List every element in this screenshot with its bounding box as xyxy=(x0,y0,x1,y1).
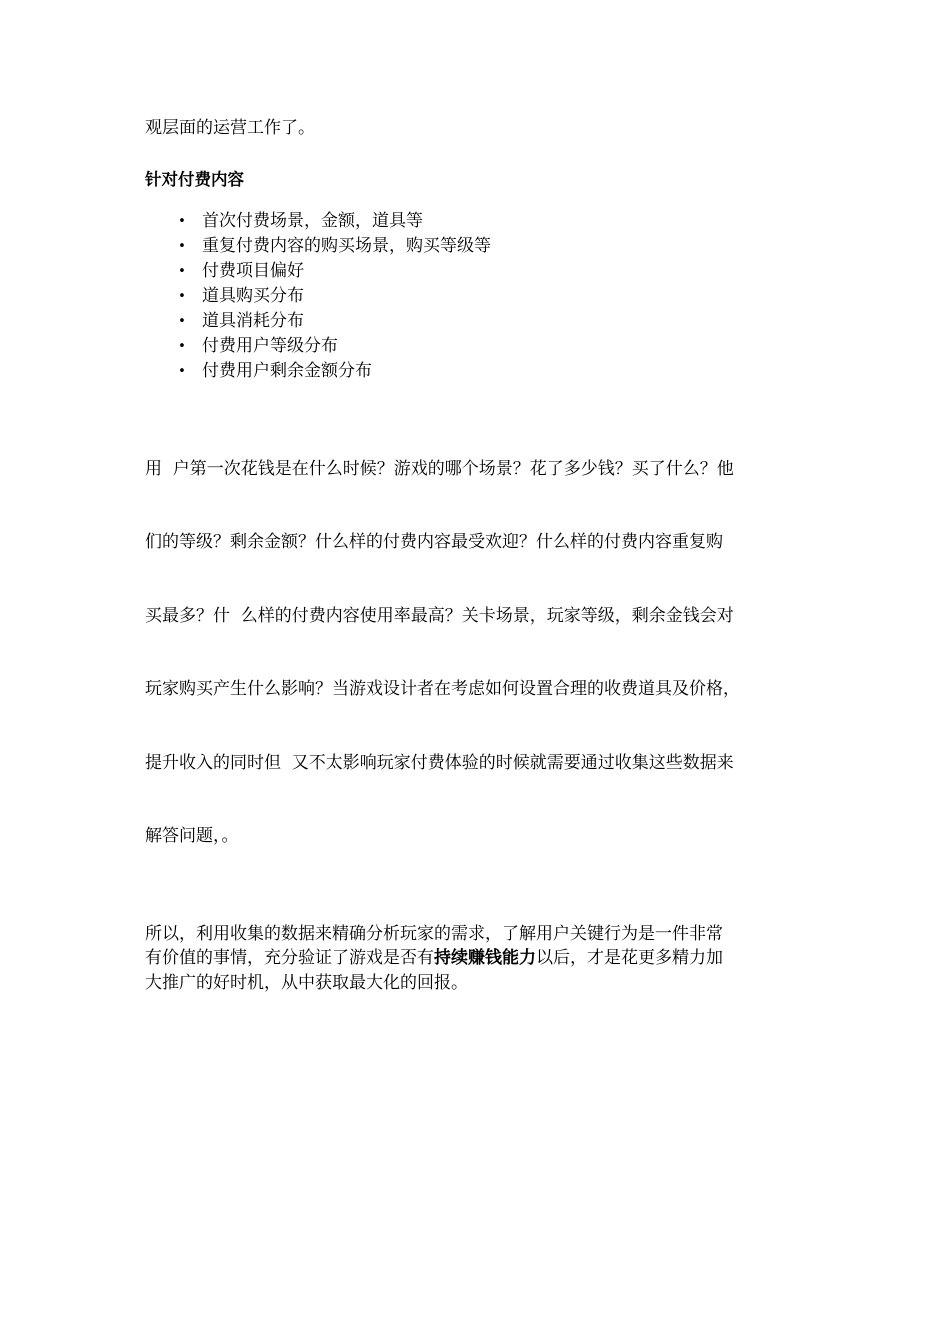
bullet-icon: • xyxy=(178,238,186,254)
emphasis-text: 持续赚钱能力 xyxy=(434,948,536,968)
bullet-icon: • xyxy=(178,363,186,379)
conclusion-paragraph xyxy=(145,922,815,996)
bullet-icon: • xyxy=(178,213,186,229)
bullet-icon: • xyxy=(178,263,186,279)
paragraph-line: 所以，利用收集的数据来精确分析玩家的需求，了解用户关键行为是一件非常 xyxy=(145,923,723,944)
bullet-icon: • xyxy=(178,288,186,304)
bullet-icon: • xyxy=(178,313,186,329)
list-item: • 付费用户等级分布 xyxy=(175,334,815,359)
bullet-icon: • xyxy=(178,338,186,354)
paragraph-line: 玩家购买产生什么影响？当游戏设计者在考虑如何设置合理的收费道具及价格， xyxy=(145,679,740,699)
list-item: • 道具购买分布 xyxy=(175,284,815,309)
list-item: • 道具消耗分布 xyxy=(175,309,815,334)
intro-tail-text: 观层面的运营工作了。 xyxy=(145,118,315,138)
paragraph-line: 用 户第一次花钱是在什么时候？游戏的哪个场景？花了多少钱？买了什么？他 xyxy=(145,458,734,479)
document-body xyxy=(145,116,815,995)
paragraph-line: 有价值的事情，充分验证了游戏是否有持续赚钱能力以后，才是花更多精力加 xyxy=(145,948,723,968)
section-heading: 针对付费内容 xyxy=(145,169,244,189)
list-item: • 付费项目偏好 xyxy=(175,259,815,284)
questions-paragraph xyxy=(145,408,815,898)
list-item: • 首次付费场景，金额，道具等 xyxy=(175,209,815,234)
paragraph-line: 们的等级？剩余金额？什么样的付费内容最受欢迎？什么样的付费内容重复购 xyxy=(145,532,723,552)
list-item: • 付费用户剩余金额分布 xyxy=(175,359,815,384)
paragraph-line: 提升收入的同时但 又不太影响玩家付费体验的时候就需要通过收集这些数据来 xyxy=(145,752,734,773)
paragraph-line: 解答问题，。 xyxy=(145,826,239,846)
list-item: • 重复付费内容的购买场景，购买等级等 xyxy=(175,234,815,259)
paragraph-line: 买最多？什 么样的付费内容使用率最高？关卡场景，玩家等级，剩余金钱会对 xyxy=(145,605,734,626)
paragraph-line: 大推广的好时机，从中获取最大化的回报。 xyxy=(145,972,468,993)
payment-content-list xyxy=(145,209,815,384)
